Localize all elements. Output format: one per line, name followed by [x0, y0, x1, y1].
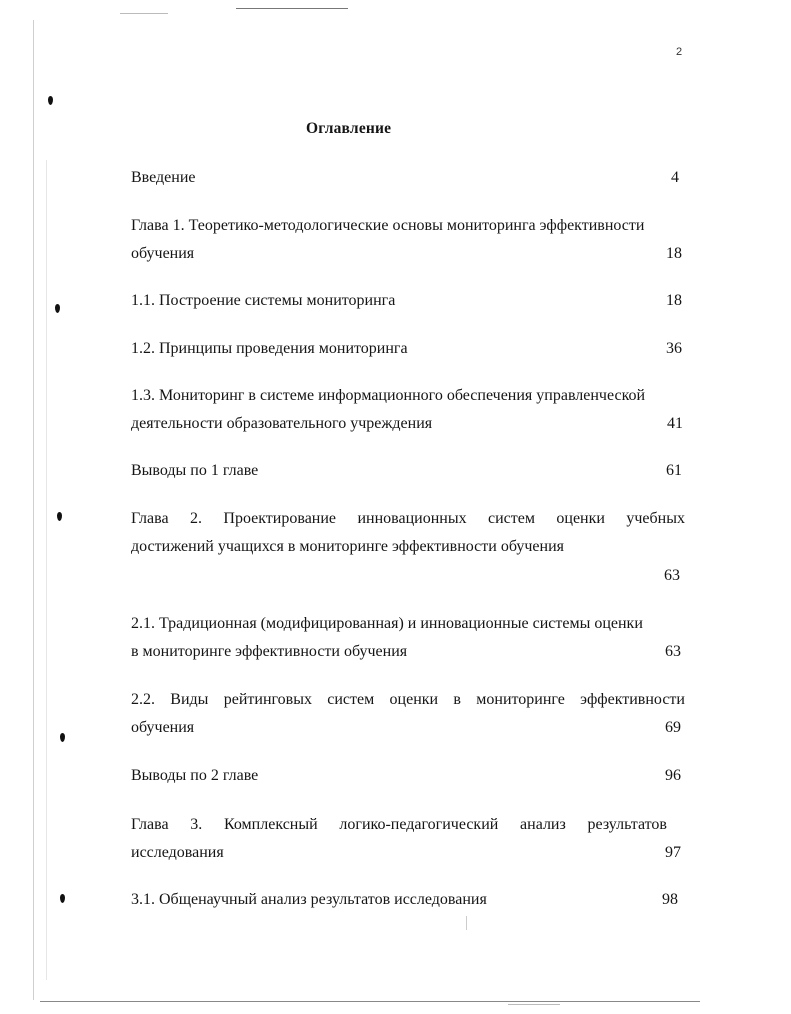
toc-word: анализ — [520, 816, 566, 833]
page-title: Оглавление — [306, 120, 392, 137]
toc-page-number: 41 — [667, 415, 683, 432]
scan-artifact-line — [40, 1001, 700, 1002]
toc-word: инновационных — [357, 510, 467, 527]
scan-artifact-line — [33, 20, 34, 1000]
toc-word: эффективности — [580, 691, 685, 708]
toc-entry-chapter-2 — [131, 509, 685, 529]
binding-hole-mark — [57, 512, 62, 521]
toc-entry-section-2-2 — [131, 690, 685, 710]
toc-word: 2. — [189, 510, 202, 527]
toc-entry-section-3-1 — [131, 890, 685, 910]
toc-entry-label: Выводы по 2 главе — [131, 767, 259, 784]
scan-artifact-line — [236, 8, 348, 9]
toc-page-number: 4 — [671, 169, 679, 186]
toc-entry-label: обучения — [131, 245, 195, 262]
toc-entry-label: 1.3. Мониторинг в системе информационного обеспечения управленческой — [131, 387, 646, 404]
toc-page-number: 18 — [666, 292, 682, 309]
toc-entry-label: обучения — [131, 719, 195, 736]
toc-entry-label: достижений учащихся в мониторинге эффективности обучения — [131, 538, 564, 555]
toc-word: рейтинговых — [223, 691, 312, 708]
binding-hole-mark — [60, 894, 65, 903]
toc-word: мониторинге — [476, 691, 565, 708]
toc-word: оценки — [389, 691, 439, 708]
binding-hole-mark — [48, 96, 53, 105]
toc-entry-intro — [131, 168, 685, 188]
toc-entry-chapter-1 — [131, 216, 685, 236]
toc-entry-chapter-2-cont — [131, 537, 685, 557]
toc-page-number: 36 — [666, 340, 682, 357]
toc-entry-chapter-3 — [131, 815, 667, 835]
scan-artifact-line — [466, 916, 467, 930]
toc-entry-conclusions-1 — [131, 461, 685, 481]
toc-word: 3. — [190, 816, 203, 833]
toc-word: учебных — [626, 510, 685, 527]
toc-entry-section-2-1-cont — [131, 642, 685, 662]
toc-word: Комплексный — [223, 816, 318, 833]
toc-entry-section-1-2 — [131, 339, 685, 359]
toc-page-number: 96 — [665, 767, 681, 784]
toc-entry-section-2-2-cont — [131, 718, 685, 738]
toc-word: результатов — [587, 816, 667, 833]
toc-page-number: 18 — [666, 245, 682, 262]
toc-word: Проектирование — [223, 510, 337, 527]
toc-word: систем — [327, 691, 375, 708]
toc-word: оценки — [556, 510, 605, 527]
toc-entry-label: исследования — [131, 844, 224, 861]
toc-word: Глава — [131, 510, 169, 527]
toc-entry-section-1-1 — [131, 291, 685, 311]
toc-entry-label: 2.1. Традиционная (модифицированная) и инновационные системы оценки — [131, 615, 643, 632]
toc-word: Глава — [131, 816, 169, 833]
toc-entry-section-2-1 — [131, 614, 685, 634]
toc-page-number: 97 — [665, 844, 681, 861]
toc-entry-label: 1.2. Принципы проведения мониторинга — [131, 340, 408, 357]
toc-entry-chapter-3-cont — [131, 843, 685, 863]
toc-page-number: 61 — [666, 462, 682, 479]
toc-page-number: 63 — [665, 643, 681, 660]
toc-word: систем — [487, 510, 535, 527]
toc-page-number: 63 — [664, 567, 680, 584]
scan-artifact-line — [508, 1004, 560, 1005]
toc-page-number: 98 — [662, 891, 678, 908]
toc-entry-label: Введение — [131, 169, 196, 186]
toc-word: логико-педагогический — [339, 816, 499, 833]
page-number: 2 — [676, 46, 683, 58]
toc-entry-conclusions-2 — [131, 766, 685, 786]
binding-hole-mark — [55, 304, 60, 313]
scan-artifact-line — [120, 13, 168, 14]
toc-entry-label: Глава 1. Теоретико-методологические основы мониторинга эффективности — [131, 217, 645, 234]
toc-page-number: 69 — [665, 719, 681, 736]
toc-entry-section-1-3 — [131, 386, 685, 406]
toc-word: в — [453, 691, 461, 708]
toc-entry-label: Выводы по 1 главе — [131, 462, 259, 479]
toc-word: 2.2. — [131, 691, 155, 708]
scan-artifact-line — [46, 160, 47, 980]
toc-entry-label: 1.1. Построение системы мониторинга — [131, 292, 396, 309]
binding-hole-mark — [60, 733, 65, 742]
toc-word: Виды — [170, 691, 209, 708]
toc-entry-chapter-1-cont — [131, 244, 685, 264]
toc-entry-section-1-3-cont — [131, 414, 685, 434]
toc-entry-label: 3.1. Общенаучный анализ результатов исследования — [131, 891, 487, 908]
toc-entry-label: деятельности образовательного учреждения — [131, 415, 433, 432]
toc-entry-label: в мониторинге эффективности обучения — [131, 643, 408, 660]
